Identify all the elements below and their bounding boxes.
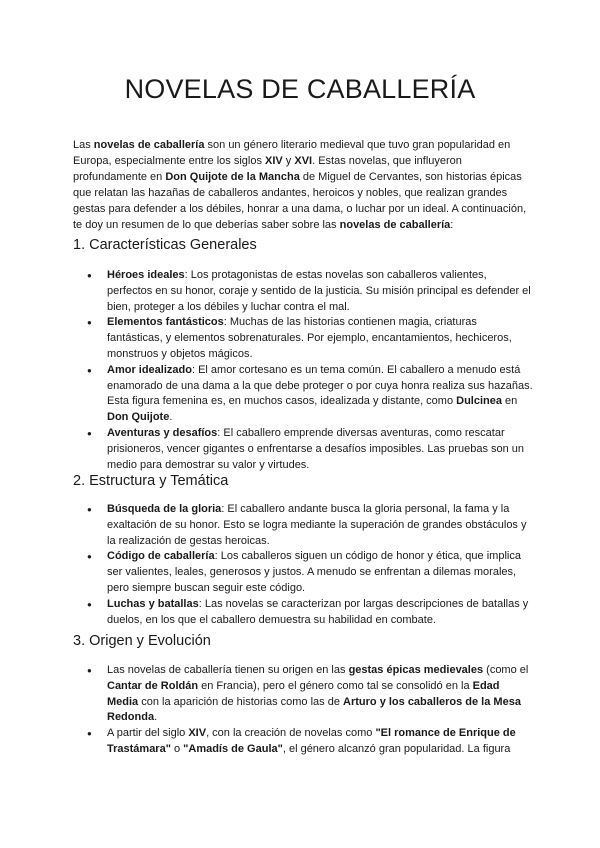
intro-text: Las [73,139,94,151]
item-term: Elementos fantásticos [107,316,224,329]
intro-bold: novelas de caballería [93,139,205,151]
item-text: : Los protagonistas de estas novelas son caballeros valientes, perfectos en su honor, coraje y sentido de la justicia. Su misión principal es defender el bien, proteger a los débiles y luchar contra el mal. [107,269,531,313]
item-text: o [170,742,184,755]
item-bold: gestas épicas medievales [348,664,484,676]
intro-text: son un género literario medieval que tuvo gran popularidad en Europa, especialmente entre los siglos [73,139,511,167]
item-text: . [169,411,173,424]
list-item [73,426,533,473]
item-term: Luchas y batallas [107,597,199,610]
item-text: : Muchas de las historias contienen magia, criaturas fantásticas, y elementos sobrenaturales. Por ejemplo, encantamientos, hechiceros, monstruos y objetos mágicos. [107,316,512,360]
item-bold: Arturo y los caballeros de la Mesa Redonda [107,695,521,724]
section-heading-3: 3. Origen y Evolución [73,633,211,649]
intro-text: . Estas novelas, que influyeron profundamente en [73,155,462,183]
section-heading-1: 1. Características Generales [73,237,257,253]
intro-text: : [450,219,454,231]
section-heading-2: 2. Estructura y Temática [73,473,229,489]
item-bold: "Amadís de Gaula" [183,742,283,755]
section-3-list [73,663,533,758]
item-bold: XIV [188,727,207,740]
item-bold: Don Quijote [107,411,170,424]
item-text: en [502,395,518,408]
list-item [73,597,533,629]
item-bold: "El romance de Enrique de Trastámara" [107,727,516,755]
item-text: : El caballero andante busca la gloria personal, la fama y la exaltación de su honor. Esto se logra mediante la superación de grandes obstáculos y la realización de gestas heroicas. [107,503,527,547]
list-item [73,363,533,426]
list-item [73,268,533,315]
item-text: : Los caballeros siguen un código de honor y ética, que implica ser valientes, leales, generosos y justos. A menudo se enfrentan a dilemas morales, pero siempre buscan seguir este código. [107,550,521,594]
item-text: , con la creación de novelas como [206,727,376,740]
intro-paragraph [73,137,531,233]
item-term: Búsqueda de la gloria [107,503,222,515]
item-bold: Dulcinea [456,395,502,408]
item-term: Héroes ideales [107,269,185,281]
intro-bold: XVI [294,155,313,167]
item-text: en Francia), pero el género como tal se consolidó en la [198,679,473,692]
intro-bold: Don Quijote de la Mancha [165,171,300,183]
list-item [73,502,533,549]
page-title: NOVELAS DE CABALLERÍA [124,74,476,104]
item-term: Amor idealizado [107,363,192,376]
intro-bold: XIV [265,155,283,167]
item-text: . [154,711,158,724]
list-item [73,549,533,596]
list-item [73,726,533,758]
list-item [73,663,533,726]
intro-text: y [282,155,295,167]
section-2-list [73,502,533,628]
item-text: , el género alcanzó gran popularidad. La figura [282,742,511,755]
intro-bold: novelas de caballería [339,219,451,231]
list-item [73,315,533,362]
item-text: Las novelas de caballería tienen su origen en las [107,664,349,676]
item-text: con la aparición de historias como las de [138,695,344,708]
section-1-list [73,268,533,473]
intro-text: de Miguel de Cervantes, son historias épicas que relatan las hazañas de caballeros andantes, heroicos y nobles, que realizan grandes gestas para defender a los débiles, honrar a una dama, o luchar por un ideal. A continuación, te doy un resumen de lo que deberías saber sobre las [73,171,527,231]
item-text: : El caballero emprende diversas aventuras, como rescatar prisioneros, vencer gigantes o enfrentarse a desafíos imposibles. Las pruebas son un medio para demostrar su valor y virtudes. [107,426,525,471]
item-term: Código de caballería [107,550,215,563]
item-bold: Cantar de Roldán [107,679,199,692]
item-term: Aventuras y desafíos [107,426,218,439]
item-bold: Edad Media [107,679,500,708]
item-text: : Las novelas se caracterizan por largas descripciones de batallas y duelos, en los que el caballero demuestra su habilidad en combate. [107,597,529,626]
item-text: (como el [483,664,529,676]
item-text: A partir del siglo [107,727,189,740]
item-text: : El amor cortesano es un tema común. El caballero a menudo está enamorado de una dama a la que debe proteger o por cuya honra realiza sus hazañas. Esta figura femenina es, en muchos casos, idealizada y distante, como [107,363,533,408]
